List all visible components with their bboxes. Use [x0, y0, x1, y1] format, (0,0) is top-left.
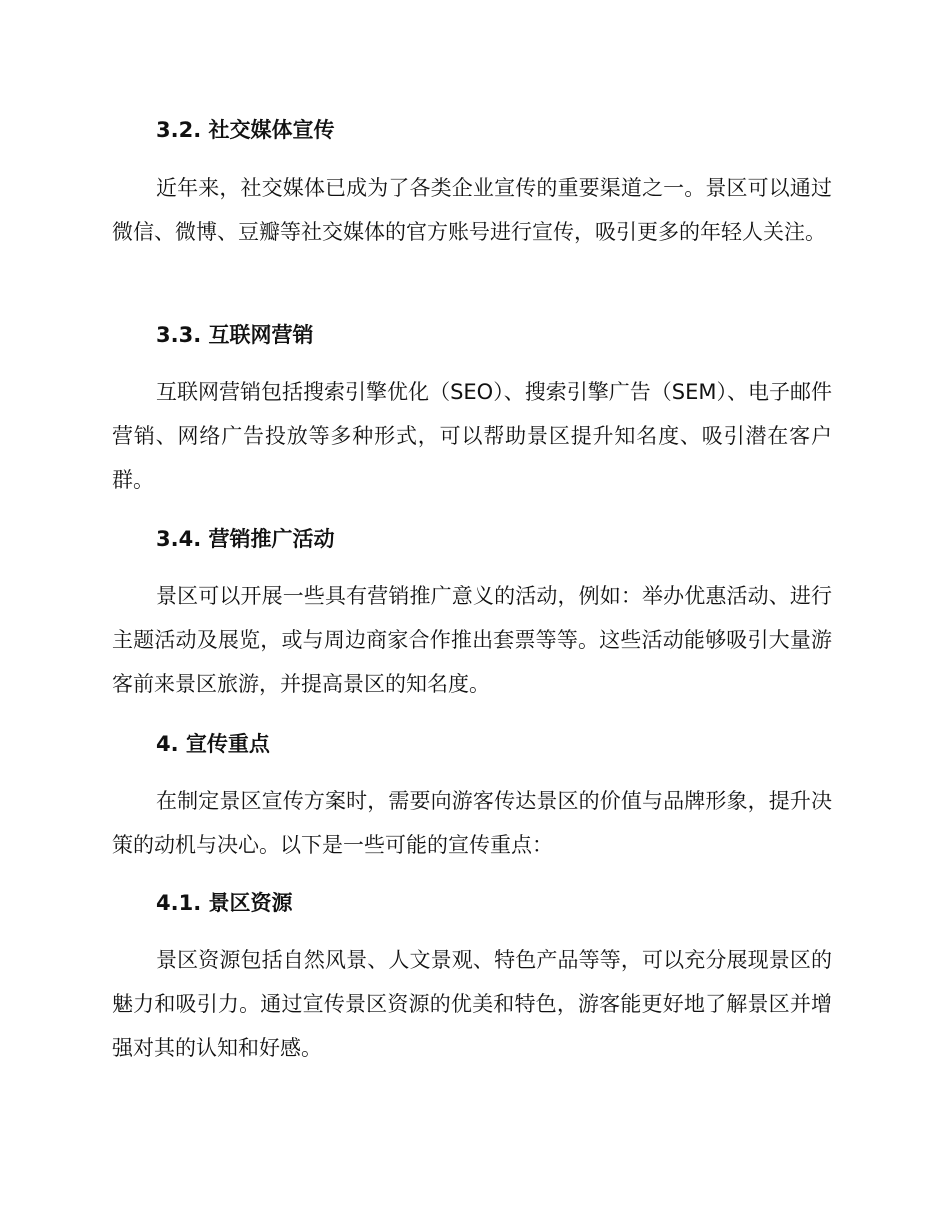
section-heading-scenic-resources: 4.1. 景区资源 [156, 891, 293, 915]
section-paragraph-promotion-focus: 在制定景区宣传方案时，需要向游客传达景区的价值与品牌形象，提升决策的动机与决心。以下是一些可能的宣传重点： [112, 789, 832, 857]
section-heading-promotion-activities: 3.4. 营销推广活动 [156, 527, 335, 551]
section-heading-internet-marketing: 3.3. 互联网营销 [156, 323, 314, 347]
section-paragraph-promotion-activities: 景区可以开展一些具有营销推广意义的活动，例如：举办优惠活动、进行主题活动及展览，或与周边商家合作推出套票等等。这些活动能够吸引大量游客前来景区旅游，并提高景区的知名度。 [112, 584, 832, 696]
section-heading-promotion-focus: 4. 宣传重点 [156, 732, 270, 756]
section-paragraph-scenic-resources: 景区资源包括自然风景、人文景观、特色产品等等，可以充分展现景区的魅力和吸引力。通过宣传景区资源的优美和特色，游客能更好地了解景区并增强对其的认知和好感。 [112, 948, 832, 1060]
section-paragraph-social-media: 近年来，社交媒体已成为了各类企业宣传的重要渠道之一。景区可以通过微信、微博、豆瓣等社交媒体的官方账号进行宣传，吸引更多的年轻人关注。 [112, 176, 832, 244]
section-heading-social-media: 3.2. 社交媒体宣传 [156, 118, 335, 142]
section-paragraph-internet-marketing: 互联网营销包括搜索引擎优化（SEO）、搜索引擎广告（SEM）、电子邮件营销、网络广告投放等多种形式，可以帮助景区提升知名度、吸引潜在客户群。 [112, 380, 832, 492]
